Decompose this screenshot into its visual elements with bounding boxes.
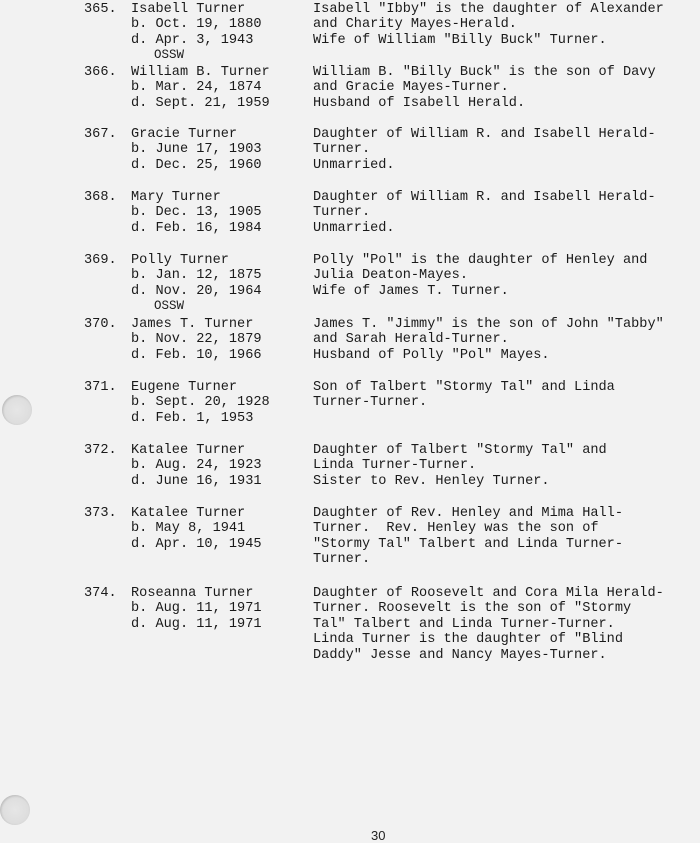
entry-description [313,317,664,363]
description-line: Wife of James T. Turner. [313,283,509,299]
description-line: Julia Deaton-Mayes. [313,268,468,284]
birth-date: b. Sept. 20, 1928 [131,395,270,411]
description-line: Daughter of Talbert "Stormy Tal" and [313,443,607,458]
death-date: d. Dec. 25, 1960 [131,157,262,173]
birth-date: b. Mar. 24, 1874 [131,80,262,96]
description-line: Turner-Turner. [313,395,428,411]
birth-date: b. Nov. 22, 1879 [131,332,262,348]
person-name: Polly Turner [131,253,229,268]
description-line: Husband of Polly "Pol" Mayes. [313,347,550,363]
birth-date: b. Dec. 13, 1905 [131,205,262,221]
entry-description [313,443,607,489]
entry-number: 369. [84,253,117,268]
description-line: and Gracie Mayes-Turner. [313,80,509,96]
description-line: Daughter of Roosevelt and Cora Mila Herald- [313,586,664,601]
description-line: and Sarah Herald-Turner. [313,332,509,348]
page-number: 30 [371,828,386,843]
person-name: Katalee Turner [131,506,246,521]
entry-number: 370. [84,317,117,332]
description-line: Daughter of William R. and Isabell Herald- [313,190,656,205]
death-date: d. Apr. 10, 1945 [131,536,262,552]
description-line: James T. "Jimmy" is the son of John "Tabby" [313,317,664,332]
entry-vitals [131,586,262,632]
entry-number: 368. [84,190,117,205]
death-date: d. Sept. 21, 1959 [131,95,270,111]
death-date: d. Feb. 10, 1966 [131,347,262,363]
birth-date: b. June 17, 1903 [131,142,262,158]
description-line: Unmarried. [313,220,395,236]
death-date: d. Nov. 20, 1964 [131,283,262,299]
description-line: Daughter of William R. and Isabell Herald- [313,127,656,142]
entry-number: 365. [84,2,117,17]
person-name: James T. Turner [131,317,254,332]
burial-note: OSSW [154,48,185,63]
description-line: Turner. [313,142,371,158]
description-line: Isabell "Ibby" is the daughter of Alexander [313,2,664,17]
entry-description [313,190,656,236]
entry-vitals [131,2,262,64]
entry-number: 366. [84,65,117,80]
person-name: Katalee Turner [131,443,246,458]
description-line: William B. "Billy Buck" is the son of Davy [313,65,656,80]
description-line: Turner. [313,552,371,568]
entry-description [313,65,656,111]
death-date: d. Aug. 11, 1971 [131,616,262,632]
entry-number: 372. [84,443,117,458]
punch-hole [0,795,30,825]
entry-vitals [131,380,270,426]
birth-date: b. Jan. 12, 1875 [131,268,262,284]
entry-description [313,380,615,411]
entry-vitals [131,127,262,173]
description-line: Unmarried. [313,157,395,173]
entry-description [313,2,664,48]
entry-vitals [131,190,262,236]
entry-number: 374. [84,586,117,601]
description-line: Daughter of Rev. Henley and Mima Hall- [313,506,623,521]
entry-description [313,506,623,568]
description-line: "Stormy Tal" Talbert and Linda Turner- [313,536,623,552]
description-line: Sister to Rev. Henley Turner. [313,473,550,489]
entry-description [313,253,647,299]
birth-date: b. Aug. 11, 1971 [131,601,262,617]
description-line: Polly "Pol" is the daughter of Henley and [313,253,648,268]
punch-hole [2,395,32,425]
description-line: Linda Turner-Turner. [313,458,477,474]
person-name: Isabell Turner [131,2,246,17]
entry-vitals [131,443,262,489]
description-line: Turner. [313,205,371,221]
entry-vitals [131,506,262,552]
description-line: Husband of Isabell Herald. [313,95,526,111]
description-line: Daddy" Jesse and Nancy Mayes-Turner. [313,647,607,663]
death-date: d. Feb. 1, 1953 [131,410,254,426]
description-line: Turner. Rev. Henley was the son of [313,521,599,537]
description-line: Linda Turner is the daughter of "Blind [313,632,623,648]
person-name: Roseanna Turner [131,586,254,601]
entry-vitals [131,253,262,315]
birth-date: b. Aug. 24, 1923 [131,458,262,474]
person-name: Eugene Turner [131,380,238,395]
entry-vitals [131,317,262,363]
burial-note: OSSW [154,299,185,314]
entry-number: 371. [84,380,117,395]
person-name: William B. Turner [131,65,270,80]
death-date: d. Feb. 16, 1984 [131,220,262,236]
description-line: Turner. Roosevelt is the son of "Stormy [313,601,632,617]
description-line: Son of Talbert "Stormy Tal" and Linda [313,380,615,395]
entry-number: 373. [84,506,117,521]
entry-description [313,586,664,663]
description-line: Wife of William "Billy Buck" Turner. [313,32,607,48]
person-name: Mary Turner [131,190,221,205]
death-date: d. Apr. 3, 1943 [131,32,254,48]
entry-number: 367. [84,127,117,142]
person-name: Gracie Turner [131,127,238,142]
entry-description [313,127,656,173]
description-line: Tal" Talbert and Linda Turner-Turner. [313,616,615,632]
death-date: d. June 16, 1931 [131,473,262,489]
description-line: and Charity Mayes-Herald. [313,17,517,33]
birth-date: b. May 8, 1941 [131,521,246,537]
birth-date: b. Oct. 19, 1880 [131,17,262,33]
entry-vitals [131,65,270,111]
